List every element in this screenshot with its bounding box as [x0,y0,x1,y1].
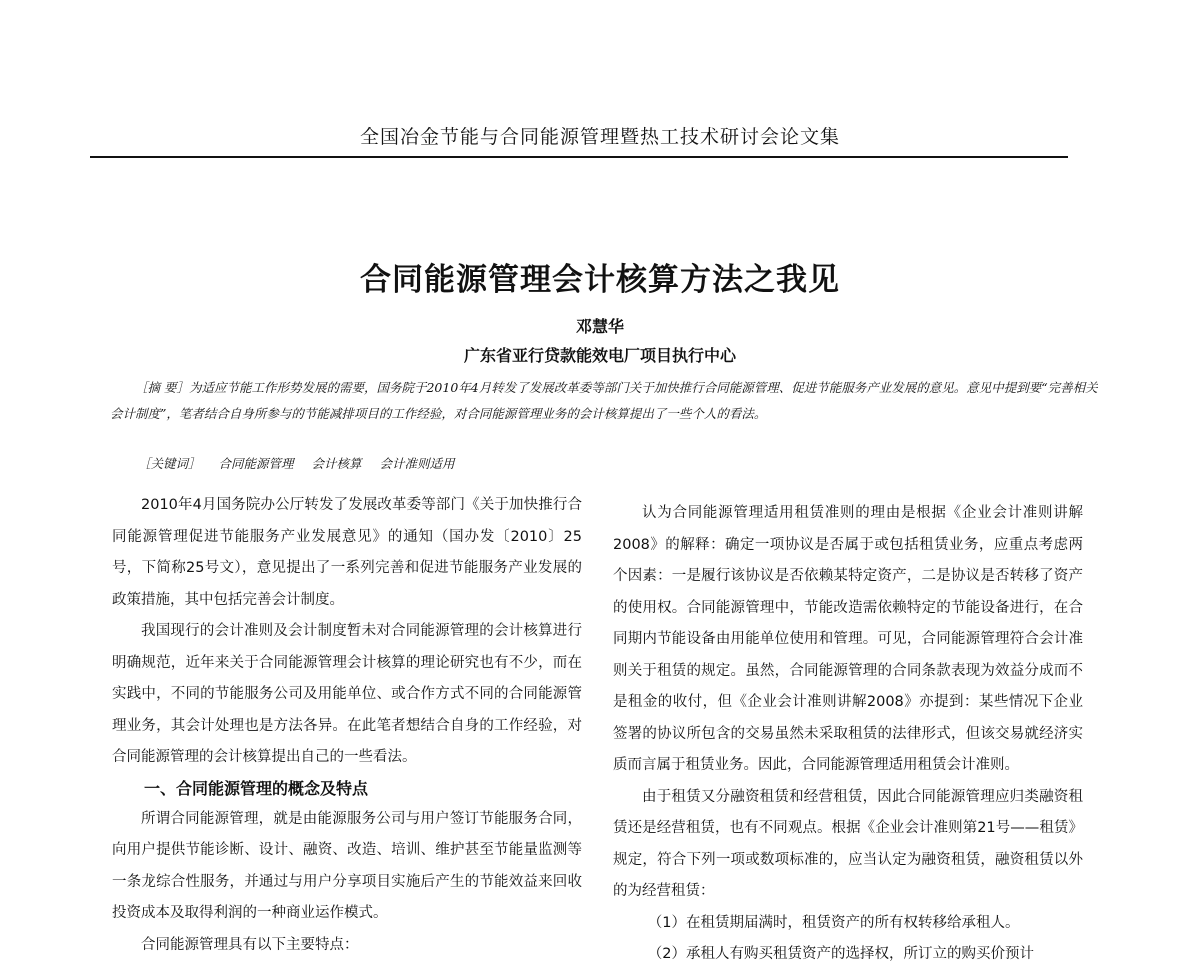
running-header: 全国冶金节能与合同能源管理暨热工技术研讨会论文集 [359,126,840,148]
section-heading: 一、合同能源管理的概念及特点 [144,778,369,798]
paper-title: 合同能源管理会计核算方法之我见 [360,262,840,298]
body-paragraph: 所谓合同能源管理，就是由能源服务公司与用户签订节能服务合同，向用户提供节能诊断、设计、融资、改造、培训、维护甚至节能量监测等一条龙综合性服务，并通过与用户分享项目实施后产生的节能效益来回收投资成本及取得利润的一种商业运作模式。 [112,810,582,921]
abstract: ［摘 要］为适应节能工作形势发展的需要，国务院于2010年4月转发了发展改革委等部门关于加快推行合同能源管理、促进节能服务产业发展的意见。意见中提到要“完善相关会计制度”，笔者结合自身所参与的节能减排项目的工作经验，对合同能源管理业务的会计核算提出了一些个人的看法。 [110,380,1098,421]
body-paragraph: 合同能源管理具有以下主要特点： [141,936,359,953]
keyword-item: 会计核算 [311,456,362,471]
keyword-item: 会计准则适用 [379,456,455,471]
body-paragraph: 我国现行的会计准则及会计制度暂未对合同能源管理的会计核算进行明确规范，近年来关于合同能源管理会计核算的理论研究也有不少，而在实践中，不同的节能服务公司及用能单位、或合作方式不同的合同能源管理业务，其会计处理也是方法各异。在此笔者想结合自身的工作经验，对合同能源管理的会计核算提出自己的一些看法。 [112,623,582,765]
list-item: （2）承租人有购买租赁资产的选择权，所订立的购买价预计 [647,946,1035,962]
header-rule [90,156,1068,158]
author-affiliation: 广东省亚行贷款能效电厂项目执行中心 [463,346,736,365]
author-name: 邓慧华 [575,317,624,336]
keywords [138,454,469,472]
body-paragraph: 由于租赁又分融资租赁和经营租赁，因此合同能源管理应归类融资租赁还是经营租赁，也有不同观点。根据《企业会计准则第21号——租赁》规定，符合下列一项或数项标准的，应当认定为融资租赁，融资租赁以外的为经营租赁： [613,788,1083,899]
body-paragraph: 2010年4月国务院办公厅转发了发展改革委等部门《关于加快推行合同能源管理促进节能服务产业发展意见》的通知（国办发〔2010〕25号，下简称25号文），意见提出了一系列完善和促进节能服务产业发展的政策措施，其中包括完善会计制度。 [112,497,582,608]
keyword-item: 合同能源管理 [218,456,294,471]
keywords-label: ［关键词］ [138,456,201,471]
body-paragraph: 认为合同能源管理适用租赁准则的理由是根据《企业会计准则讲解2008》的解释：确定一项协议是否属于或包括租赁业务，应重点考虑两个因素：一是履行该协议是否依赖某特定资产，二是协议是否转移了资产的使用权。合同能源管理中，节能改造需依赖特定的节能设备进行，在合同期内节能设备由用能单位使用和管理。可见，合同能源管理符合会计准则关于租赁的规定。虽然，合同能源管理的合同条款表现为效益分成而不是租金的收付，但《企业会计准则讲解2008》亦提到：某些情况下企业签署的协议所包含的交易虽然未采取租赁的法律形式，但该交易就经济实质而言属于租赁业务。因此，合同能源管理适用租赁会计准则。 [613,505,1083,773]
left-column [112,490,582,961]
right-column [613,498,1083,971]
list-item: （1）在租赁期届满时，租赁资产的所有权转移给承租人。 [647,914,1020,931]
